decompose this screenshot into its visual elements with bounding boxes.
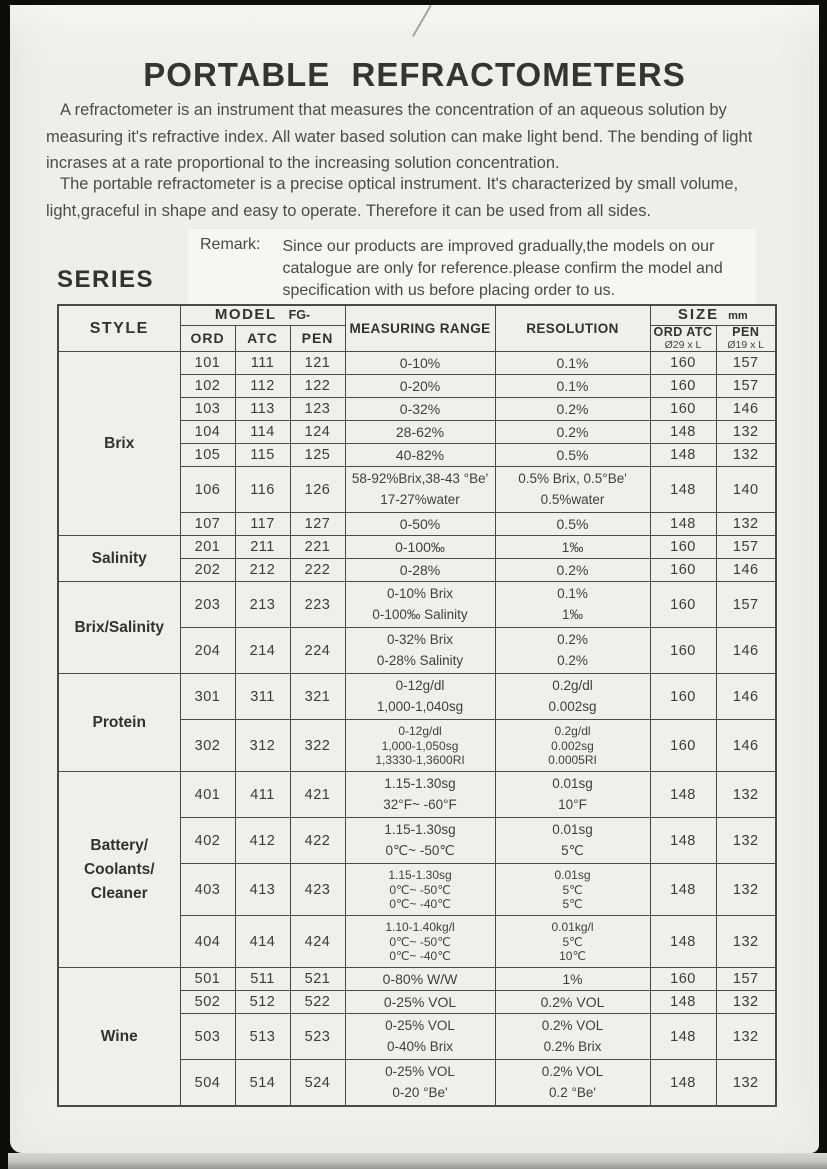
model-atc-cell: 514: [235, 1060, 290, 1106]
model-pen-cell: 524: [290, 1060, 345, 1106]
scan-crease-artifact: [412, 5, 431, 37]
measuring-range-cell-line: 0-32%: [399, 400, 441, 417]
model-ord-cell: 107: [180, 513, 235, 536]
measuring-range-cell: [345, 444, 495, 467]
size-ord-atc-cell: 160: [650, 398, 716, 421]
measuring-range-cell-line: 28-62%: [395, 423, 445, 440]
measuring-range-cell: [345, 582, 495, 628]
size-pen-cell: 132: [716, 818, 776, 864]
measuring-range-cell-line: 58-92%Brix,38-43 °Be': [351, 470, 489, 486]
resolution-cell: [495, 818, 650, 864]
col-header-size-ord-atc: [650, 325, 716, 352]
size-ord-atc-cell: 160: [650, 559, 716, 582]
model-ord-cell: 404: [180, 916, 235, 968]
resolution-cell-line: 0.2g/dl: [554, 724, 591, 739]
style-cell: [58, 674, 180, 772]
style-label-line: Battery/: [90, 836, 149, 854]
measuring-range-cell-line: 1,000-1,040sg: [376, 698, 464, 714]
measuring-range-cell-line: 0-10% Brix: [387, 585, 454, 601]
measuring-range-cell-line: 1.10-1.40kg/l: [385, 920, 455, 935]
resolution-cell: [495, 1060, 650, 1106]
resolution-cell: [495, 582, 650, 628]
resolution-cell-line: 0.0005RI: [548, 753, 597, 767]
measuring-range-cell: [345, 968, 495, 991]
model-atc-cell: 116: [235, 467, 290, 513]
style-label-line: Brix/Salinity: [74, 618, 165, 636]
model-atc-cell: 414: [235, 916, 290, 968]
size-pen-cell: 132: [716, 421, 776, 444]
measuring-range-cell-line: 1,3330-1,3600RI: [375, 753, 465, 767]
resolution-cell-line: 0.01sg: [552, 821, 593, 837]
measuring-range-cell-line: 0-100‰: [395, 538, 445, 555]
resolution-cell: [495, 628, 650, 674]
measuring-range-cell-line: 0-100‰ Salinity: [372, 606, 468, 622]
style-cell: [58, 772, 180, 968]
size-ord-atc-dimension: Ø29 x L: [664, 339, 702, 352]
resolution-cell: [495, 674, 650, 720]
resolution-cell-line: 0.1%: [557, 585, 588, 601]
scanner-bed-strip: [8, 1153, 827, 1169]
measuring-range-cell: [345, 991, 495, 1014]
resolution-cell-line: 0.5%: [556, 446, 589, 463]
style-cell: [58, 582, 180, 674]
paper-sheet: [10, 5, 819, 1153]
size-pen-cell: 132: [716, 1014, 776, 1060]
model-pen-cell: 521: [290, 968, 345, 991]
measuring-range-cell-line: 1,000-1,050sg: [381, 738, 459, 753]
model-atc-cell: 111: [235, 352, 290, 375]
resolution-cell: [495, 467, 650, 513]
resolution-cell-line: 0.2% VOL: [540, 993, 605, 1010]
model-atc-cell: 312: [235, 720, 290, 772]
spec-table-body: [58, 352, 776, 1106]
remark-text: Since our products are improved gradually,the models on our catalogue are only for reference.please confirm the model and specification with us before placing order to us.: [282, 238, 723, 299]
resolution-cell: [495, 772, 650, 818]
model-series-prefix: FG-: [288, 308, 311, 323]
resolution-cell-line: 0.01sg: [552, 775, 593, 791]
size-ord-atc-cell: 148: [650, 1060, 716, 1106]
spec-table-header: [58, 305, 776, 352]
style-label-line: Coolants/: [83, 860, 155, 878]
size-label: SIZE: [677, 306, 720, 324]
model-atc-cell: 213: [235, 582, 290, 628]
size-pen-dimension: Ø19 x L: [727, 339, 765, 352]
model-atc-cell: 513: [235, 1014, 290, 1060]
resolution-cell-line: 5℃: [562, 882, 583, 897]
resolution-cell-line: 0.002sg: [548, 698, 597, 714]
size-ord-atc-cell: 148: [650, 1014, 716, 1060]
model-ord-cell: 504: [180, 1060, 235, 1106]
resolution-cell-line: 0.1%: [556, 354, 589, 371]
resolution-cell: [495, 864, 650, 916]
model-ord-cell: 103: [180, 398, 235, 421]
model-pen-cell: 121: [290, 352, 345, 375]
measuring-range-cell-line: 32°F~ -60°F: [383, 796, 457, 812]
model-ord-cell: 203: [180, 582, 235, 628]
measuring-range-cell-line: 0-25% VOL: [385, 1017, 455, 1033]
measuring-range-cell: [345, 1014, 495, 1060]
model-ord-cell: 104: [180, 421, 235, 444]
model-atc-cell: 411: [235, 772, 290, 818]
table-row: [58, 772, 776, 818]
style-label-line: Protein: [92, 713, 146, 731]
intro-paragraph-2: The portable refractometer is a precise optical instrument. It's characterized by small volume, light,graceful in shape and easy to operate. Therefore it can be used from all sides.: [46, 175, 739, 220]
resolution-cell-line: 0.2g/dl: [552, 677, 593, 693]
resolution-cell-line: 0.2%: [557, 652, 588, 668]
resolution-cell-line: 10℃: [559, 949, 586, 963]
resolution-cell-line: 1‰: [562, 606, 584, 622]
resolution-cell-line: 0.01sg: [554, 868, 591, 883]
model-ord-cell: 401: [180, 772, 235, 818]
size-pen-cell: 157: [716, 375, 776, 398]
style-label-line: Salinity: [91, 549, 147, 567]
measuring-range-cell-line: 0-20%: [399, 377, 441, 394]
col-header-pen: PEN: [290, 325, 345, 352]
measuring-range-cell-line: 0-12g/dl: [395, 677, 445, 693]
measuring-range-cell-line: 0℃~ -40℃: [389, 897, 451, 911]
resolution-cell: [495, 375, 650, 398]
size-ord-atc-cell: 160: [650, 968, 716, 991]
measuring-range-cell: [345, 818, 495, 864]
size-pen-cell: 132: [716, 772, 776, 818]
size-pen-cell: 157: [716, 582, 776, 628]
col-header-resolution: RESOLUTION: [495, 305, 650, 352]
model-pen-cell: 522: [290, 991, 345, 1014]
model-ord-cell: 102: [180, 375, 235, 398]
model-pen-cell: 126: [290, 467, 345, 513]
model-ord-cell: 403: [180, 864, 235, 916]
resolution-cell-line: 0.5%water: [540, 491, 605, 507]
measuring-range-cell: [345, 916, 495, 968]
measuring-range-cell: [345, 536, 495, 559]
size-ord-atc-label: ORD ATC: [653, 325, 713, 339]
size-ord-atc-cell: 160: [650, 375, 716, 398]
model-pen-cell: 423: [290, 864, 345, 916]
remark-block: [188, 229, 756, 309]
resolution-cell: [495, 916, 650, 968]
model-ord-cell: 204: [180, 628, 235, 674]
model-atc-cell: 117: [235, 513, 290, 536]
model-pen-cell: 123: [290, 398, 345, 421]
measuring-range-cell-line: 17-27%water: [380, 491, 460, 507]
resolution-cell: [495, 559, 650, 582]
measuring-range-cell-line: 0-28% Salinity: [376, 652, 464, 668]
resolution-cell-line: 0.01kg/l: [551, 920, 594, 935]
model-ord-cell: 302: [180, 720, 235, 772]
resolution-cell-line: 10°F: [558, 796, 587, 812]
model-pen-cell: 125: [290, 444, 345, 467]
size-ord-atc-cell: 148: [650, 467, 716, 513]
col-header-model: [180, 305, 345, 325]
size-pen-cell: 146: [716, 559, 776, 582]
resolution-cell-line: 0.1%: [556, 377, 589, 394]
measuring-range-cell: [345, 628, 495, 674]
size-pen-cell: 132: [716, 991, 776, 1014]
measuring-range-cell-line: 0-25% VOL: [383, 993, 457, 1010]
spec-table: [57, 304, 777, 1107]
style-label-line: Brix: [104, 434, 135, 452]
table-row: [58, 582, 776, 628]
resolution-cell: [495, 720, 650, 772]
resolution-cell-line: 0.2%: [557, 631, 588, 647]
model-ord-cell: 502: [180, 991, 235, 1014]
col-header-style: STYLE: [58, 305, 180, 352]
resolution-cell: [495, 991, 650, 1014]
resolution-cell: [495, 1014, 650, 1060]
resolution-cell-line: 0.2 °Be': [549, 1084, 597, 1100]
model-ord-cell: 501: [180, 968, 235, 991]
measuring-range-cell: [345, 467, 495, 513]
col-header-size: [650, 305, 776, 325]
size-pen-cell: 157: [716, 968, 776, 991]
table-row: [58, 536, 776, 559]
measuring-range-cell: [345, 421, 495, 444]
size-ord-atc-cell: 160: [650, 536, 716, 559]
model-pen-cell: 221: [290, 536, 345, 559]
model-ord-cell: 105: [180, 444, 235, 467]
measuring-range-cell: [345, 513, 495, 536]
model-pen-cell: 424: [290, 916, 345, 968]
size-ord-atc-cell: 148: [650, 444, 716, 467]
resolution-cell-line: 0.2%: [556, 423, 589, 440]
measuring-range-cell-line: 0℃~ -40℃: [389, 949, 451, 963]
measuring-range-cell: [345, 720, 495, 772]
size-ord-atc-cell: 148: [650, 772, 716, 818]
resolution-cell-line: 5℃: [562, 897, 583, 911]
style-cell: [58, 968, 180, 1106]
size-pen-cell: 140: [716, 467, 776, 513]
resolution-cell-line: 1%: [562, 970, 583, 987]
size-ord-atc-cell: 160: [650, 352, 716, 375]
model-pen-cell: 421: [290, 772, 345, 818]
resolution-cell: [495, 421, 650, 444]
table-row: [58, 352, 776, 375]
model-atc-cell: 512: [235, 991, 290, 1014]
resolution-cell-line: 0.2% VOL: [541, 1063, 604, 1079]
model-pen-cell: 322: [290, 720, 345, 772]
size-pen-cell: 146: [716, 720, 776, 772]
resolution-cell-line: 0.2%: [556, 561, 589, 578]
col-header-size-pen: [716, 325, 776, 352]
measuring-range-cell-line: 0℃~ -50℃: [385, 842, 455, 858]
size-pen-cell: 132: [716, 1060, 776, 1106]
model-atc-cell: 511: [235, 968, 290, 991]
model-pen-cell: 122: [290, 375, 345, 398]
model-pen-cell: 124: [290, 421, 345, 444]
model-atc-cell: 113: [235, 398, 290, 421]
model-pen-cell: 223: [290, 582, 345, 628]
resolution-cell-line: 0.2%: [556, 400, 589, 417]
size-ord-atc-cell: 160: [650, 674, 716, 720]
table-row: [58, 674, 776, 720]
measuring-range-cell: [345, 559, 495, 582]
intro-paragraph-1: A refractometer is an instrument that measures the concentration of an aqueous solution by measuring it's refractive index. All water based solution can make light bend. The bending of light incrases at a rate proportional to the increasing solution concentration.: [46, 101, 753, 173]
style-cell: [58, 352, 180, 536]
resolution-cell-line: 0.2% VOL: [541, 1017, 604, 1033]
measuring-range-cell-line: 1.15-1.30sg: [388, 868, 452, 883]
resolution-cell-line: 0.5% Brix, 0.5°Be': [518, 470, 627, 486]
size-ord-atc-cell: 148: [650, 421, 716, 444]
measuring-range-cell: [345, 352, 495, 375]
size-pen-label: PEN: [732, 325, 760, 339]
model-pen-cell: 321: [290, 674, 345, 720]
model-atc-cell: 114: [235, 421, 290, 444]
measuring-range-cell: [345, 398, 495, 421]
resolution-cell-line: 0.2% Brix: [543, 1038, 602, 1054]
model-atc-cell: 112: [235, 375, 290, 398]
model-pen-cell: 422: [290, 818, 345, 864]
style-label-line: Wine: [100, 1027, 138, 1045]
measuring-range-cell: [345, 772, 495, 818]
size-ord-atc-cell: 148: [650, 864, 716, 916]
size-ord-atc-cell: 160: [650, 628, 716, 674]
measuring-range-cell-line: 0-80% W/W: [382, 970, 458, 987]
model-pen-cell: 127: [290, 513, 345, 536]
size-pen-cell: 132: [716, 513, 776, 536]
model-ord-cell: 301: [180, 674, 235, 720]
size-pen-cell: 157: [716, 536, 776, 559]
model-pen-cell: 222: [290, 559, 345, 582]
resolution-cell-line: 5℃: [561, 842, 584, 858]
page-title: PORTABLE REFRACTOMETERS: [143, 56, 686, 93]
resolution-cell-line: 0.002sg: [551, 738, 594, 753]
size-pen-cell: 132: [716, 444, 776, 467]
measuring-range-cell: [345, 674, 495, 720]
resolution-cell: [495, 513, 650, 536]
size-pen-cell: 132: [716, 864, 776, 916]
size-unit-label: mm: [728, 310, 748, 323]
resolution-cell-line: 1‰: [561, 538, 584, 555]
size-ord-atc-cell: 148: [650, 991, 716, 1014]
style-label-line: Cleaner: [90, 884, 148, 902]
measuring-range-cell: [345, 864, 495, 916]
model-atc-cell: 115: [235, 444, 290, 467]
model-atc-cell: 211: [235, 536, 290, 559]
model-ord-cell: 106: [180, 467, 235, 513]
model-ord-cell: 201: [180, 536, 235, 559]
size-ord-atc-cell: 160: [650, 720, 716, 772]
style-cell: [58, 536, 180, 582]
measuring-range-cell-line: 1.15-1.30sg: [384, 775, 456, 791]
measuring-range-cell-line: 0-32% Brix: [387, 631, 454, 647]
model-ord-cell: 101: [180, 352, 235, 375]
measuring-range-cell-line: 40-82%: [395, 446, 445, 463]
measuring-range-cell-line: 0-12g/dl: [398, 724, 442, 739]
resolution-cell: [495, 352, 650, 375]
resolution-cell: [495, 398, 650, 421]
resolution-cell-line: 5℃: [562, 934, 583, 949]
size-pen-cell: 146: [716, 674, 776, 720]
resolution-cell: [495, 444, 650, 467]
measuring-range-cell-line: 0-28%: [399, 561, 441, 578]
model-atc-cell: 212: [235, 559, 290, 582]
series-heading: SERIES: [57, 266, 155, 293]
measuring-range-cell-line: 0-40% Brix: [387, 1038, 454, 1054]
col-header-measuring-range: MEASURING RANGE: [345, 305, 495, 352]
col-header-ord: ORD: [180, 325, 235, 352]
measuring-range-cell-line: 0-20 °Be': [392, 1084, 448, 1100]
model-label: MODEL: [214, 306, 277, 324]
measuring-range-cell-line: 0℃~ -50℃: [389, 934, 451, 949]
size-ord-atc-cell: 160: [650, 582, 716, 628]
resolution-cell: [495, 968, 650, 991]
model-pen-cell: 224: [290, 628, 345, 674]
size-pen-cell: 146: [716, 398, 776, 421]
size-pen-cell: 132: [716, 916, 776, 968]
model-atc-cell: 412: [235, 818, 290, 864]
measuring-range-cell-line: 0-25% VOL: [385, 1063, 455, 1079]
model-ord-cell: 503: [180, 1014, 235, 1060]
measuring-range-cell-line: 0℃~ -50℃: [389, 882, 451, 897]
size-ord-atc-cell: 148: [650, 916, 716, 968]
measuring-range-cell: [345, 1060, 495, 1106]
model-pen-cell: 523: [290, 1014, 345, 1060]
model-atc-cell: 311: [235, 674, 290, 720]
size-pen-cell: 146: [716, 628, 776, 674]
size-ord-atc-cell: 148: [650, 818, 716, 864]
resolution-cell: [495, 536, 650, 559]
measuring-range-cell: [345, 375, 495, 398]
measuring-range-cell-line: 1.15-1.30sg: [384, 821, 456, 837]
table-row: [58, 968, 776, 991]
model-atc-cell: 214: [235, 628, 290, 674]
model-ord-cell: 402: [180, 818, 235, 864]
measuring-range-cell-line: 0-10%: [399, 354, 441, 371]
size-ord-atc-cell: 148: [650, 513, 716, 536]
model-atc-cell: 413: [235, 864, 290, 916]
model-ord-cell: 202: [180, 559, 235, 582]
col-header-atc: ATC: [235, 325, 290, 352]
remark-label: Remark:: [200, 236, 261, 253]
resolution-cell-line: 0.5%: [556, 515, 589, 532]
size-pen-cell: 157: [716, 352, 776, 375]
measuring-range-cell-line: 0-50%: [399, 515, 441, 532]
